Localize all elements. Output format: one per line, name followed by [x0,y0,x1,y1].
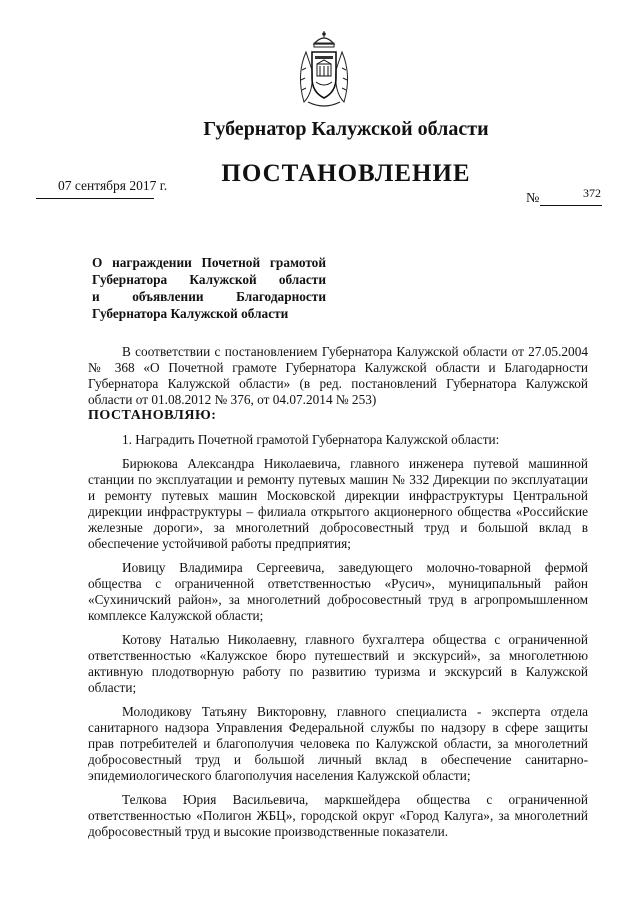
date-underline [36,198,154,199]
awardee-paragraph: Молодикову Татьяну Викторовну, главного специалиста - эксперта отдела санитарного надзора Управления Федеральной службы по надзору в сфере защиты прав потребителей и благополучия человека по Калужской области, за многолетний добросовестный труд и большой личный вклад в обеспечение санитарно-эпидемиологического благополучия населения Калужской области; [88,704,588,783]
awardee-paragraph: Телкова Юрия Васильевича, маркшейдера общества с ограниченной ответственностью «Полигон ЖБЦ», городской округ «Город Калуга», за многолетний добросовестный труд и высокие производственные показатели. [88,792,588,839]
preamble-paragraph: В соответствии с постановлением Губернатора Калужской области от 27.05.2004 № 368 «О Почетной грамоте Губернатора Калужской области и Благодарности Губернатора Калужской области» (в ред. постановлений Губернатора Калужской области от 01.08.2012 № 376, от 04.07.2014 № 253) [88,344,588,407]
document-body [88,344,588,840]
organization-title: Губернатор Калужской области [203,118,489,140]
document-number: 372 [583,186,601,200]
awardee-paragraph: Иовицу Владимира Сергеевича, заведующего молочно-товарной фермой общества с ограниченной ответственностью «Русич», муниципальный район «Сухиничский район», за многолетний добросовестный труд в агропромышленном комплексе Калужской области; [88,560,588,623]
document-type-title: ПОСТАНОВЛЕНИЕ [221,160,471,187]
subject-line: Губернатора Калужской области [92,272,326,287]
number-underline [540,205,602,206]
number-label: № [526,191,540,206]
document-subject [92,254,326,322]
subject-line: О награждении Почетной грамотой [92,255,326,270]
awardee-paragraph: Бирюкова Александра Николаевича, главного инженера путевой машинной станции по эксплуатации и ремонту путевых машин № 332 Дирекции по эксплуатации и ремонту путевых машин Московской дирекции инфраструктуры Центральной дирекции инфраструктуры – филиала открытого акционерного общества «Российские железные дороги», за многолетний добросовестный труд и большой вклад в обеспечение устойчивой работы предприятия; [88,456,588,551]
subject-line: и объявлении Благодарности [92,289,326,304]
awardee-paragraph: Котову Наталью Николаевну, главного бухгалтера общества с ограниченной ответственностью «Калужское бюро путешествий и экскурсий», за многолетнюю активную плодотворную работу по развитию туризма и экскурсий в Калужской области; [88,632,588,695]
coat-of-arms-icon [294,30,354,110]
document-date: 07 сентября 2017 г. [58,178,168,193]
ordain-heading: ПОСТАНОВЛЯЮ: [88,408,217,423]
subject-line: Губернатора Калужской области [92,306,289,321]
item-1-paragraph: 1. Наградить Почетной грамотой Губернатора Калужской области: [122,432,500,447]
